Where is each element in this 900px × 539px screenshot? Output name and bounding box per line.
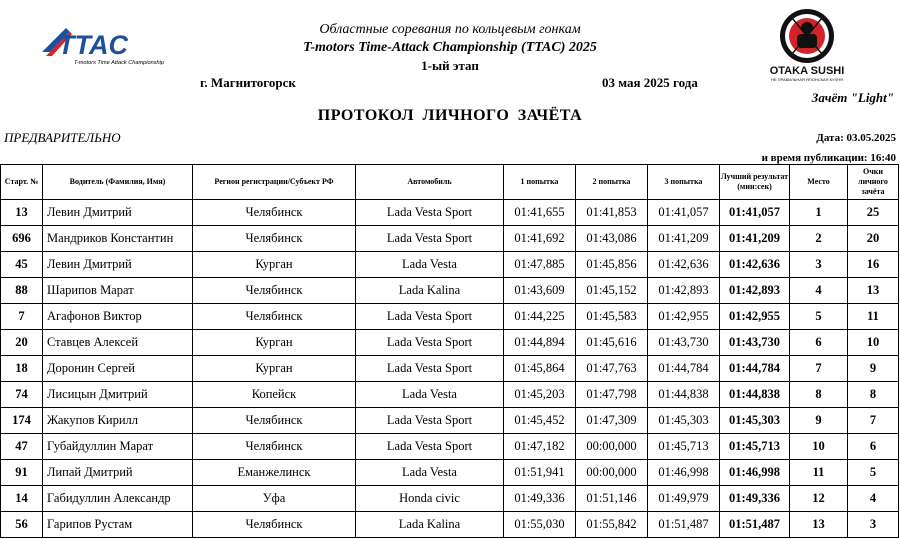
cell-attempt-3: 01:49,979: [648, 486, 720, 512]
cell-car: Lada Vesta Sport: [356, 356, 504, 382]
cell-attempt-2: 01:45,583: [576, 304, 648, 330]
cell-start-number: 696: [1, 226, 43, 252]
ttac-logo-text: TTAC: [58, 30, 128, 60]
cell-points: 20: [848, 226, 899, 252]
cell-region: Курган: [193, 356, 356, 382]
table-row: [1, 330, 899, 356]
cell-car: Lada Vesta Sport: [356, 434, 504, 460]
cell-start-number: 74: [1, 382, 43, 408]
cell-region: Уфа: [193, 486, 356, 512]
cell-attempt-2: 01:43,086: [576, 226, 648, 252]
cell-attempt-2: 01:51,146: [576, 486, 648, 512]
table-row: [1, 252, 899, 278]
cell-points: 11: [848, 304, 899, 330]
cell-attempt-2: 00:00,000: [576, 460, 648, 486]
cell-driver-name: Левин Дмитрий: [43, 252, 193, 278]
cell-region: Челябинск: [193, 304, 356, 330]
table-row: [1, 382, 899, 408]
cell-best-result: 01:42,955: [720, 304, 790, 330]
competition-line1: Областные соревания по кольцевым гонкам: [319, 22, 581, 37]
sponsor-logo: [762, 6, 852, 84]
col-header-car: Автомобиль: [356, 165, 504, 200]
cell-best-result: 01:46,998: [720, 460, 790, 486]
class-label: Зачёт "Light": [811, 90, 894, 105]
cell-place: 7: [790, 356, 848, 382]
cell-attempt-1: 01:45,203: [504, 382, 576, 408]
cell-attempt-3: 01:42,955: [648, 304, 720, 330]
cell-place: 2: [790, 226, 848, 252]
table-row: [1, 460, 899, 486]
cell-best-result: 01:41,057: [720, 200, 790, 226]
cell-place: 12: [790, 486, 848, 512]
cell-attempt-2: 01:45,152: [576, 278, 648, 304]
cell-attempt-3: 01:42,636: [648, 252, 720, 278]
cell-attempt-1: 01:41,692: [504, 226, 576, 252]
cell-start-number: 56: [1, 512, 43, 538]
cell-attempt-2: 01:47,763: [576, 356, 648, 382]
table-row: [1, 356, 899, 382]
stage-label: 1-ый этап: [421, 58, 479, 73]
cell-driver-name: Доронин Сергей: [43, 356, 193, 382]
cell-best-result: 01:49,336: [720, 486, 790, 512]
col-header-points: Очки личного зачёта: [848, 165, 899, 200]
cell-attempt-3: 01:45,713: [648, 434, 720, 460]
ttac-logo-subtitle: T-motors Time Attack Championship: [74, 60, 164, 66]
cell-attempt-1: 01:44,225: [504, 304, 576, 330]
cell-driver-name: Левин Дмитрий: [43, 200, 193, 226]
cell-attempt-3: 01:46,998: [648, 460, 720, 486]
cell-place: 13: [790, 512, 848, 538]
cell-driver-name: Жакупов Кирилл: [43, 408, 193, 434]
cell-points: 25: [848, 200, 899, 226]
cell-region: Челябинск: [193, 512, 356, 538]
cell-driver-name: Мандриков Константин: [43, 226, 193, 252]
cell-best-result: 01:45,713: [720, 434, 790, 460]
cell-best-result: 01:51,487: [720, 512, 790, 538]
col-header-try3: 3 попытка: [648, 165, 720, 200]
cell-attempt-3: 01:44,838: [648, 382, 720, 408]
cell-points: 16: [848, 252, 899, 278]
cell-points: 7: [848, 408, 899, 434]
cell-region: Челябинск: [193, 226, 356, 252]
table-row: [1, 486, 899, 512]
cell-attempt-3: 01:42,893: [648, 278, 720, 304]
cell-car: Lada Vesta Sport: [356, 226, 504, 252]
cell-driver-name: Гарипов Рустам: [43, 512, 193, 538]
cell-attempt-2: 01:47,309: [576, 408, 648, 434]
table-header-row: [1, 165, 899, 200]
cell-attempt-3: 01:41,057: [648, 200, 720, 226]
cell-attempt-3: 01:41,209: [648, 226, 720, 252]
col-header-try1: 1 попытка: [504, 165, 576, 200]
cell-attempt-2: 01:55,842: [576, 512, 648, 538]
cell-attempt-1: 01:44,894: [504, 330, 576, 356]
col-header-region: Регион регистрации/Субъект РФ: [193, 165, 356, 200]
table-row: [1, 226, 899, 252]
event-date: 03 мая 2025 года: [602, 75, 698, 90]
cell-start-number: 91: [1, 460, 43, 486]
cell-place: 10: [790, 434, 848, 460]
cell-best-result: 01:43,730: [720, 330, 790, 356]
cell-place: 3: [790, 252, 848, 278]
results-table: [0, 164, 899, 538]
cell-best-result: 01:42,636: [720, 252, 790, 278]
cell-start-number: 20: [1, 330, 43, 356]
col-header-place: Место: [790, 165, 848, 200]
cell-region: Челябинск: [193, 434, 356, 460]
cell-points: 9: [848, 356, 899, 382]
cell-place: 4: [790, 278, 848, 304]
cell-points: 3: [848, 512, 899, 538]
cell-best-result: 01:45,303: [720, 408, 790, 434]
col-header-best: Лучший результат (мин:сек): [720, 165, 790, 200]
cell-driver-name: Шарипов Марат: [43, 278, 193, 304]
cell-best-result: 01:41,209: [720, 226, 790, 252]
cell-place: 9: [790, 408, 848, 434]
cell-attempt-1: 01:49,336: [504, 486, 576, 512]
cell-points: 10: [848, 330, 899, 356]
table-row: [1, 278, 899, 304]
cell-start-number: 13: [1, 200, 43, 226]
cell-driver-name: Липай Дмитрий: [43, 460, 193, 486]
cell-attempt-1: 01:45,864: [504, 356, 576, 382]
cell-points: 6: [848, 434, 899, 460]
cell-attempt-1: 01:55,030: [504, 512, 576, 538]
table-row: [1, 434, 899, 460]
competition-line2: T-motors Time-Attack Championship (TTAC) 2025: [303, 40, 597, 55]
col-header-driver: Водитель (Фамилия, Имя): [43, 165, 193, 200]
cell-best-result: 01:44,784: [720, 356, 790, 382]
sponsor-logo-text: OTAKA SUSHI: [769, 65, 845, 77]
cell-attempt-2: 01:41,853: [576, 200, 648, 226]
table-row: [1, 408, 899, 434]
cell-attempt-3: 01:44,784: [648, 356, 720, 382]
cell-place: 6: [790, 330, 848, 356]
table-row: [1, 304, 899, 330]
status-label: ПРЕДВАРИТЕЛЬНО: [4, 130, 121, 145]
publication-date: Дата: 03.05.2025: [816, 132, 896, 144]
cell-car: Lada Vesta Sport: [356, 330, 504, 356]
cell-region: Челябинск: [193, 278, 356, 304]
city-label: г. Магнитогорск: [200, 75, 296, 90]
cell-points: 13: [848, 278, 899, 304]
page-title: ПРОТОКОЛ ЛИЧНОГО ЗАЧЁТА: [317, 107, 583, 124]
cell-car: Lada Vesta: [356, 382, 504, 408]
cell-car: Lada Vesta Sport: [356, 200, 504, 226]
cell-driver-name: Губайдуллин Марат: [43, 434, 193, 460]
cell-attempt-2: 00:00,000: [576, 434, 648, 460]
cell-attempt-3: 01:43,730: [648, 330, 720, 356]
cell-start-number: 174: [1, 408, 43, 434]
ttac-logo: [36, 22, 166, 74]
cell-car: Lada Vesta Sport: [356, 304, 504, 330]
col-header-try2: 2 попытка: [576, 165, 648, 200]
cell-points: 4: [848, 486, 899, 512]
cell-start-number: 7: [1, 304, 43, 330]
cell-best-result: 01:44,838: [720, 382, 790, 408]
cell-start-number: 47: [1, 434, 43, 460]
cell-attempt-1: 01:51,941: [504, 460, 576, 486]
cell-attempt-1: 01:47,885: [504, 252, 576, 278]
cell-start-number: 18: [1, 356, 43, 382]
publication-time: и время публикации: 16:40: [761, 152, 896, 164]
cell-region: Еманжелинск: [193, 460, 356, 486]
cell-car: Lada Vesta Sport: [356, 408, 504, 434]
results-body: [1, 200, 899, 538]
col-header-start: Старт. №: [1, 165, 43, 200]
cell-points: 8: [848, 382, 899, 408]
cell-start-number: 88: [1, 278, 43, 304]
cell-region: Курган: [193, 330, 356, 356]
cell-region: Челябинск: [193, 200, 356, 226]
cell-driver-name: Ставцев Алексей: [43, 330, 193, 356]
cell-start-number: 45: [1, 252, 43, 278]
cell-attempt-2: 01:47,798: [576, 382, 648, 408]
cell-best-result: 01:42,893: [720, 278, 790, 304]
cell-place: 5: [790, 304, 848, 330]
cell-place: 8: [790, 382, 848, 408]
cell-attempt-3: 01:51,487: [648, 512, 720, 538]
cell-attempt-1: 01:45,452: [504, 408, 576, 434]
cell-region: Копейск: [193, 382, 356, 408]
table-row: [1, 512, 899, 538]
table-row: [1, 200, 899, 226]
cell-attempt-1: 01:47,182: [504, 434, 576, 460]
cell-region: Челябинск: [193, 408, 356, 434]
cell-place: 1: [790, 200, 848, 226]
cell-region: Курган: [193, 252, 356, 278]
cell-start-number: 14: [1, 486, 43, 512]
cell-driver-name: Лисицын Дмитрий: [43, 382, 193, 408]
cell-attempt-3: 01:45,303: [648, 408, 720, 434]
cell-car: Honda civic: [356, 486, 504, 512]
cell-attempt-2: 01:45,616: [576, 330, 648, 356]
cell-driver-name: Габидуллин Александр: [43, 486, 193, 512]
cell-car: Lada Kalina: [356, 278, 504, 304]
sponsor-logo-subtitle: НЕ ПРАВИЛЬНАЯ ЯПОНСКАЯ КУХНЯ: [771, 77, 843, 82]
cell-place: 11: [790, 460, 848, 486]
cell-car: Lada Kalina: [356, 512, 504, 538]
cell-attempt-2: 01:45,856: [576, 252, 648, 278]
cell-points: 5: [848, 460, 899, 486]
cell-attempt-1: 01:41,655: [504, 200, 576, 226]
cell-driver-name: Агафонов Виктор: [43, 304, 193, 330]
cell-car: Lada Vesta: [356, 252, 504, 278]
cell-car: Lada Vesta: [356, 460, 504, 486]
cell-attempt-1: 01:43,609: [504, 278, 576, 304]
